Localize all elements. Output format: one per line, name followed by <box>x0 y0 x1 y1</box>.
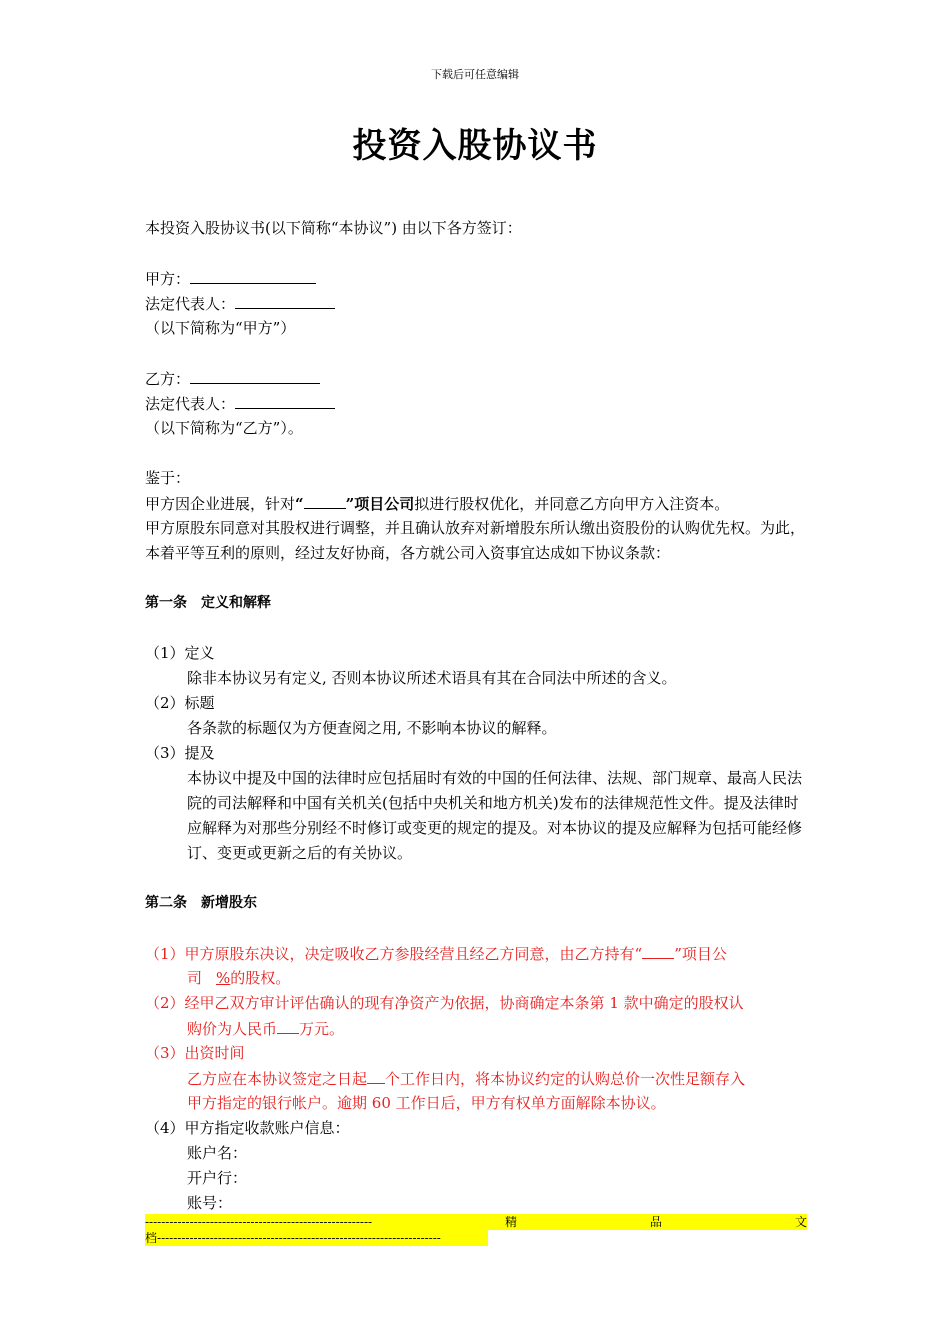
article-2-item-1-line-1 <box>145 941 727 967</box>
article-2-item-3-line-2: 甲方指定的银行帐户。逾期 60 工作日后，甲方有权单方面解除本协议。 <box>187 1094 666 1112</box>
article-2-item-1-text-d: 的股权。 <box>230 969 291 987</box>
party-a-rep-line <box>145 291 335 317</box>
article-2-item-3-line-1 <box>187 1066 745 1092</box>
article-2-item-2-text-b: 购价为人民币 <box>187 1020 278 1038</box>
footer-watermark-band <box>145 1214 807 1250</box>
whereas-line-1 <box>145 491 729 517</box>
footer-word-4: 档 <box>145 1231 158 1245</box>
party-b-blank <box>190 366 320 384</box>
article-1-item-1-label: （1）定义 <box>145 644 215 662</box>
article-2-item-1-project-blank <box>642 941 674 959</box>
article-2-item-1-text-a: （1）甲方原股东决议，决定吸收乙方参股经营且经乙方同意，由乙方持有“ <box>145 945 643 963</box>
article-2-item-4-label: （4）甲方指定收款账户信息： <box>145 1119 350 1137</box>
party-b-line <box>145 366 320 392</box>
article-2-item-2-line-2 <box>187 1016 344 1042</box>
party-b-rep-blank <box>235 391 335 409</box>
article-2-heading: 第二条 新增股东 <box>145 895 257 911</box>
party-a-rep-blank <box>235 291 335 309</box>
article-2-item-1-text-b: ”项目公 <box>674 945 727 963</box>
party-b-rep-label: 法定代表人： <box>145 395 236 413</box>
footer-word-2: 品 <box>649 1215 662 1229</box>
party-b-rep-line <box>145 391 335 417</box>
article-2-item-2-text-c: 万元。 <box>299 1020 345 1038</box>
whereas-text-start: 甲方因企业进展，针对 <box>145 495 296 513</box>
footer-dashes-1: -------------------------------------------------------- <box>145 1215 373 1229</box>
whereas-quote-open: “ <box>295 495 304 513</box>
party-a-rep-label: 法定代表人： <box>145 295 236 313</box>
footer-dashes-2: ---------------------------------------------------------------------- <box>157 1231 441 1245</box>
article-1-heading: 第一条 定义和解释 <box>145 595 271 611</box>
article-2-item-3-days-blank <box>367 1066 385 1084</box>
whereas-label: 鉴于： <box>145 469 191 487</box>
article-1-item-3-text: 本协议中提及中国的法律时应包括届时有效的中国的任何法律、法规、部门规章、最高人民法院的司法解释和中国有关机关(包括中央机关和地方机关)发布的法律规范性文件。提及法律时应解释为对那些分别经不时修订或变更的规定的提及。对本协议的提及应解释为包括可能经修订、变更或更新之后的有关协议。 <box>187 769 803 862</box>
account-number-label: 账号： <box>187 1194 233 1212</box>
footer-line-2 <box>145 1230 488 1246</box>
article-2-item-3-text-b: 个工作日内，将本协议约定的认购总价一次性足额存入 <box>385 1070 746 1088</box>
intro-line: 本投资入股协议书(以下简称“本协议”) 由以下各方签订： <box>145 219 522 237</box>
party-b-label: 乙方： <box>145 370 191 388</box>
bank-label: 开户行： <box>187 1169 248 1187</box>
account-name-label: 账户名： <box>187 1144 248 1162</box>
footer-line-1 <box>145 1214 807 1230</box>
article-2-item-3-text-a: 乙方应在本协议签定之日起 <box>187 1070 368 1088</box>
party-a-label: 甲方： <box>145 270 191 288</box>
article-2-item-2-line-1: （2）经甲乙双方审计评估确认的现有净资产为依据，协商确定本条第 1 款中确定的股权认 <box>145 994 744 1012</box>
header-note: 下载后可任意编辑 <box>431 68 519 81</box>
party-a-blank <box>190 266 316 284</box>
article-1-item-3-label: （3）提及 <box>145 744 215 762</box>
article-1-item-2-label: （2）标题 <box>145 694 215 712</box>
whereas-text-end: 拟进行股权优化，并同意乙方向甲方入注资本。 <box>414 495 730 513</box>
article-2-item-2-amount-blank <box>277 1016 299 1034</box>
project-name-blank <box>304 491 346 509</box>
party-a-alias: （以下简称为“甲方”） <box>145 319 296 337</box>
footer-word-1: 精 <box>505 1215 518 1229</box>
whereas-project-company: ”项目公司 <box>345 495 415 513</box>
article-1-item-2-text: 各条款的标题仅为方便查阅之用, 不影响本协议的解释。 <box>187 719 557 737</box>
whereas-paragraph-2: 甲方原股东同意对其股权进行调整，并且确认放弃对新增股东所认缴出资股份的认购优先权。为此，本着平等互利的原则，经过友好协商，各方就公司入资事宜达成如下协议条款： <box>145 519 806 562</box>
party-a-line <box>145 266 316 292</box>
article-2-item-3-label: （3）出资时间 <box>145 1044 245 1062</box>
footer-word-3: 文 <box>794 1215 807 1229</box>
party-b-alias: （以下简称为“乙方”）。 <box>145 419 303 437</box>
article-2-item-1-percent: % <box>216 969 231 987</box>
article-2-item-1-line-2 <box>187 966 290 991</box>
document-title: 投资入股协议书 <box>352 126 598 166</box>
article-2-item-1-text-c: 司 <box>187 969 203 987</box>
article-1-item-1-text: 除非本协议另有定义, 否则本协议所述术语具有其在合同法中所述的含义。 <box>187 669 677 687</box>
